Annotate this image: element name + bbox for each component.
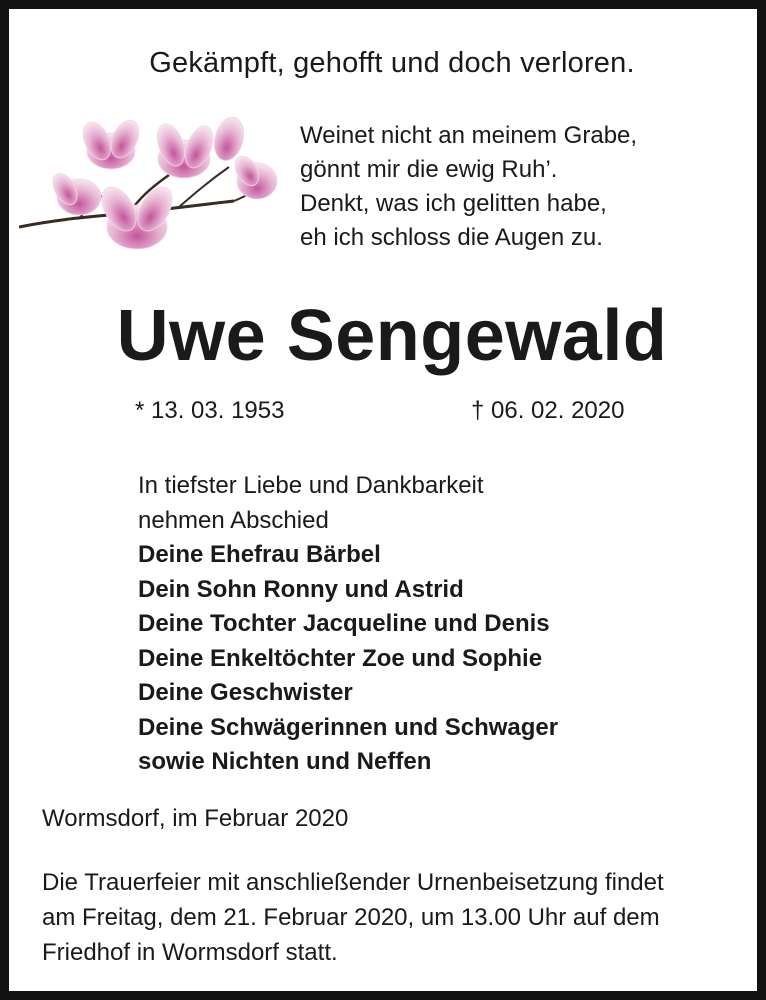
mourner-line: Deine Tochter Jacqueline und Denis xyxy=(138,610,550,637)
motto-heading: Gekämpft, gehofft und doch verloren. xyxy=(149,47,635,79)
mourner-line: Deine Schwägerinnen und Schwager xyxy=(138,713,559,741)
mourner-line: Deine Ehefrau Bärbel xyxy=(138,541,381,568)
funeral-notice xyxy=(42,865,754,970)
mourner-line: Deine Enkeltöchter Zoe und Sophie xyxy=(138,644,543,672)
deceased-name: Uwe Sengewald xyxy=(116,296,668,376)
poem-line: gönnt mir die ewig Ruh’. xyxy=(300,156,558,183)
mourner-line: Deine Geschwister xyxy=(138,679,353,706)
birth-date: * 13. 03. 1953 xyxy=(135,397,285,424)
poem-verse xyxy=(300,119,637,255)
farewell-intro-line: nehmen Abschied xyxy=(138,506,329,534)
mourner-line: Dein Sohn Ronny und Astrid xyxy=(138,575,464,603)
poem-line: eh ich schloss die Augen zu. xyxy=(300,224,603,251)
farewell-block xyxy=(138,469,558,780)
funeral-notice-line: am Freitag, dem 21. Februar 2020, um 13.00 Uhr auf dem xyxy=(42,904,660,931)
mourner-line: sowie Nichten und Neffen xyxy=(138,748,432,775)
death-date: † 06. 02. 2020 xyxy=(471,397,625,424)
funeral-notice-line: Friedhof in Wormsdorf statt. xyxy=(42,939,338,966)
poem-line: Weinet nicht an meinem Grabe, xyxy=(300,122,638,149)
magnolia-branch-image xyxy=(19,109,289,269)
funeral-notice-line: Die Trauerfeier mit anschließender Urnenbeisetzung findet xyxy=(42,869,664,896)
poem-line: Denkt, was ich gelitten habe, xyxy=(300,190,607,217)
place-date: Wormsdorf, im Februar 2020 xyxy=(42,805,349,832)
farewell-intro-line: In tiefster Liebe und Dankbarkeit xyxy=(138,472,484,499)
